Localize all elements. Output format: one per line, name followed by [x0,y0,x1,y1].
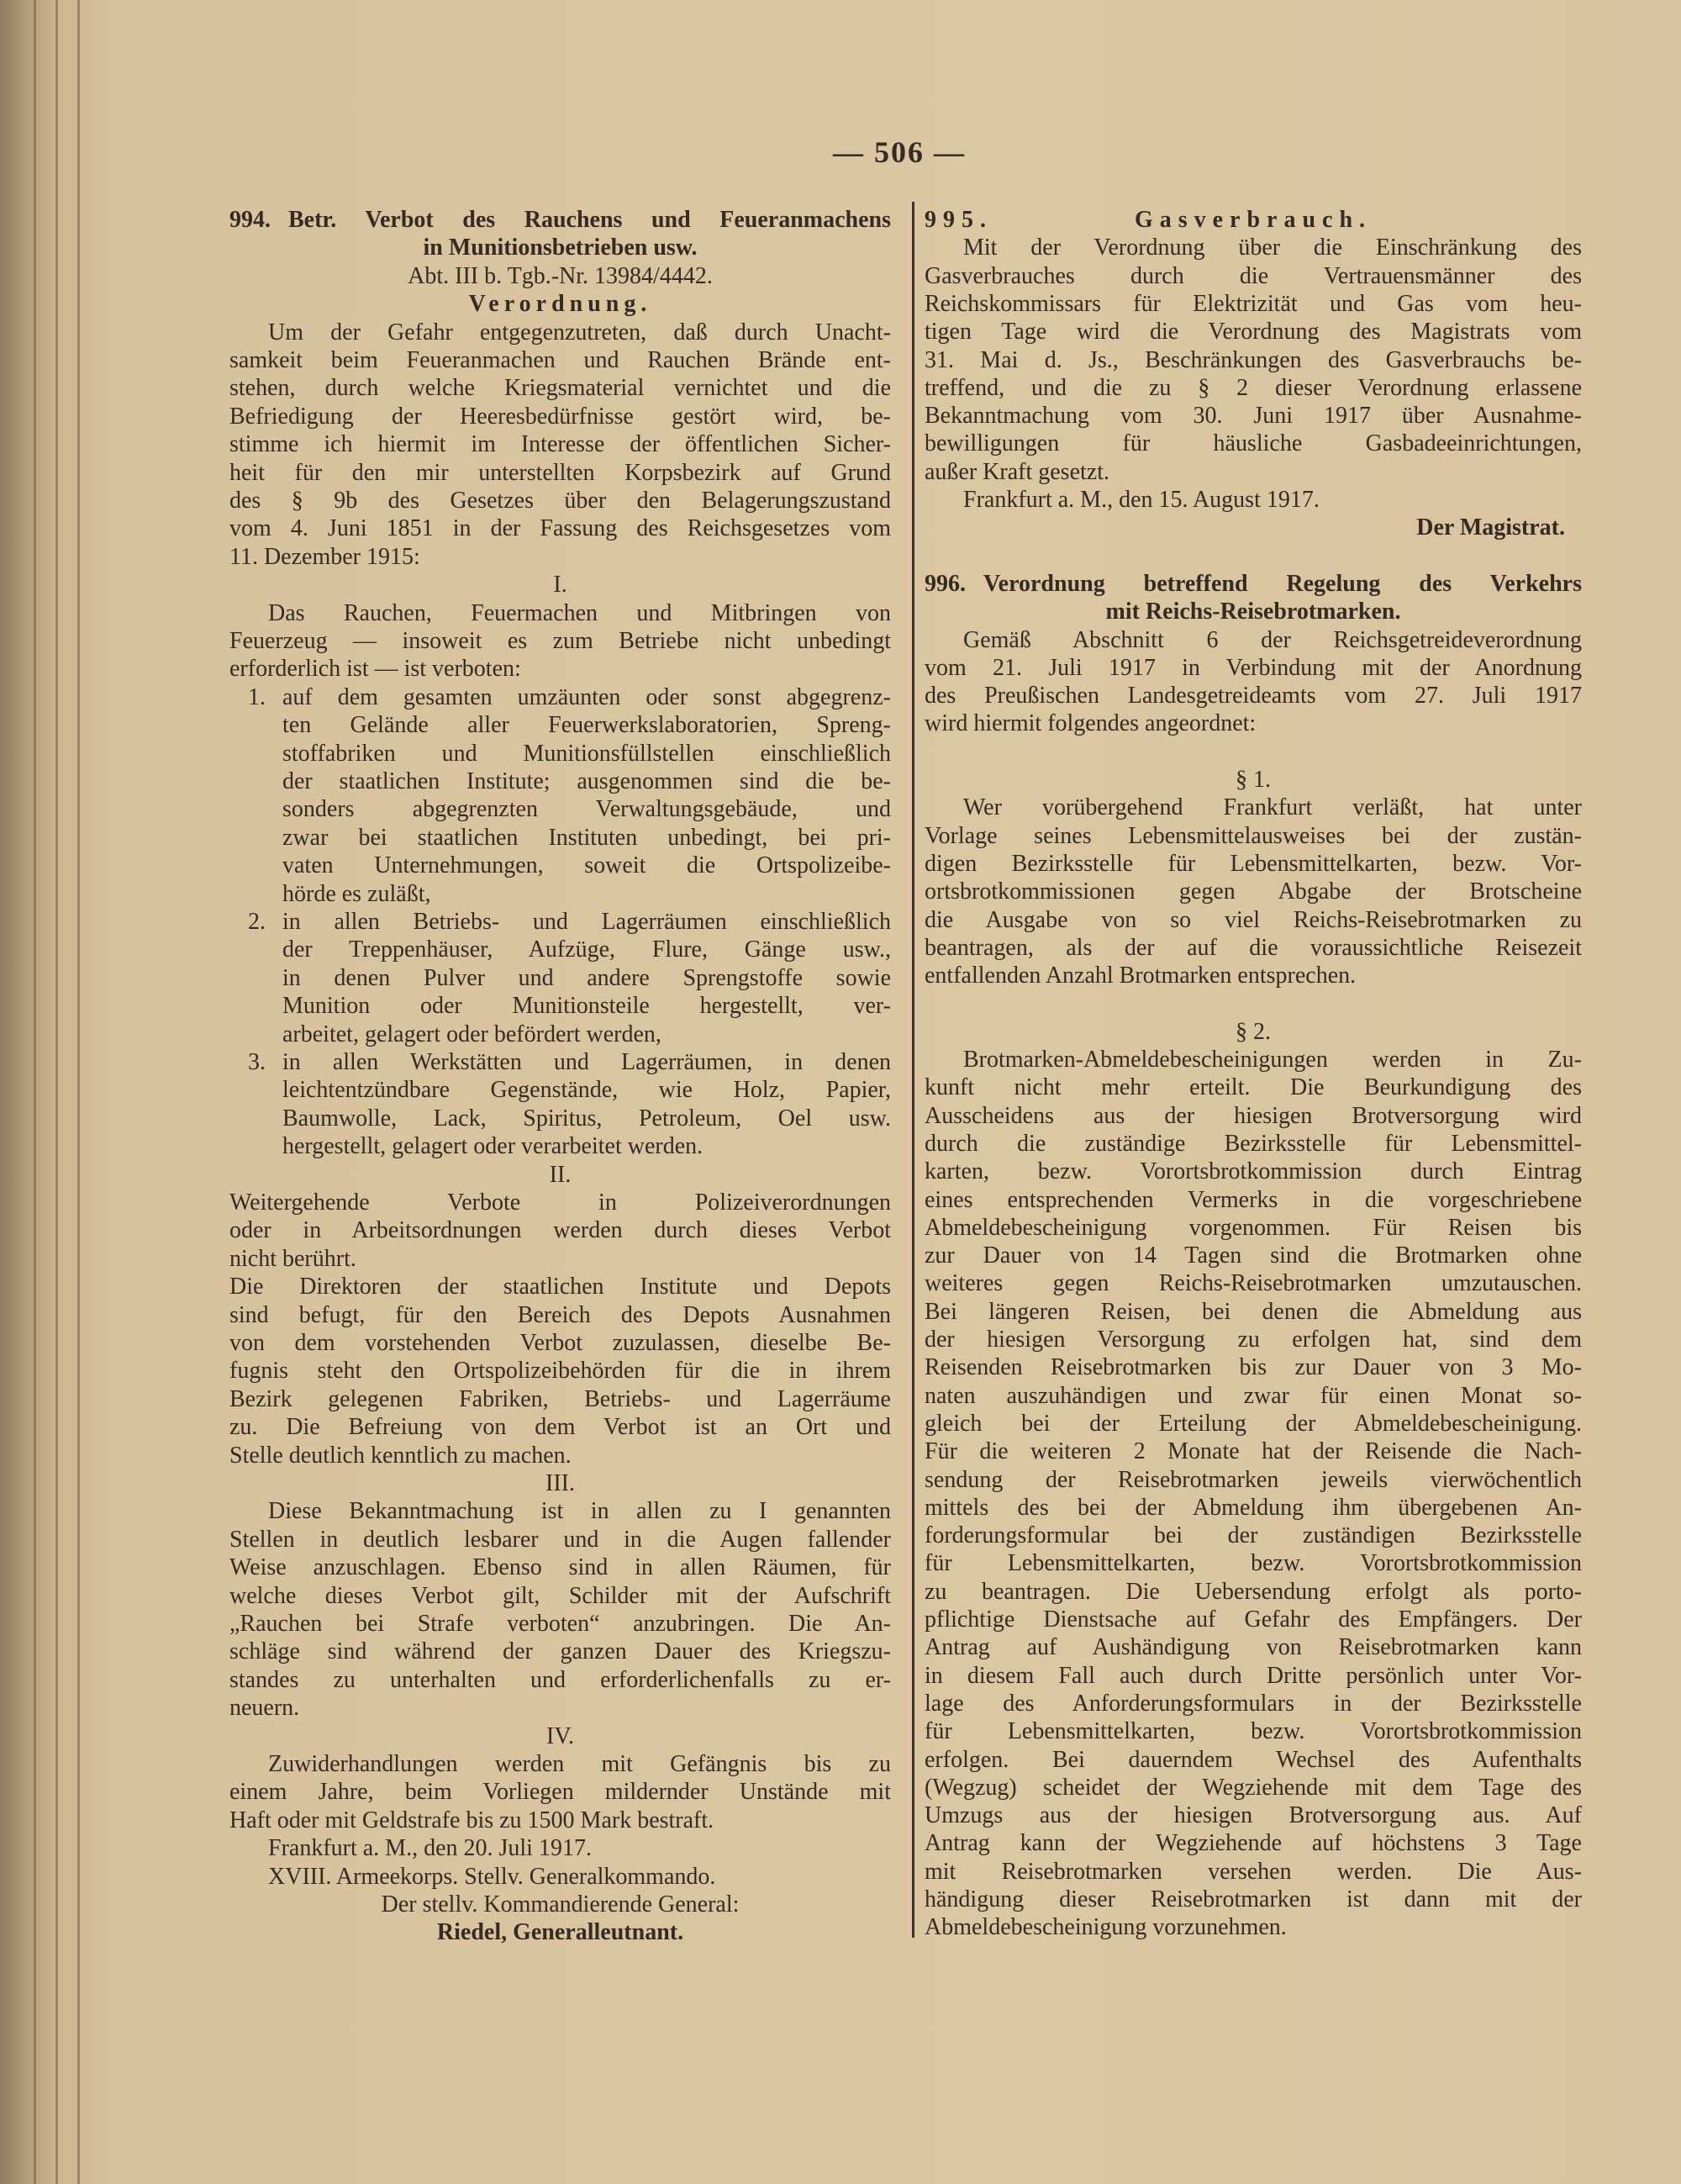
line-text: Frankfurt a. M., den 15. August 1917. [963,487,1320,513]
text-line [229,1778,891,1807]
line-text: Zuwiderhandlungen werden mit Gefängnis bis zu [268,1751,891,1777]
line-text: Mit der Verordnung über die Einschränkung des [963,235,1582,261]
line-text: Baumwolle, Lack, Spiritus, Petroleum, Oel usw. [282,1105,891,1132]
heading-line [229,234,891,262]
heading-line [229,1469,891,1498]
text-line [925,989,1582,1018]
list-item-number: 1. [248,683,266,710]
text-line [925,1717,1582,1746]
text-line [229,936,891,964]
line-text: Ausscheidens aus der hiesigen Brotversorgung wird [925,1102,1582,1129]
text-line [229,824,891,852]
text-line [229,1610,891,1638]
text-line [925,430,1582,458]
text-line [925,878,1582,906]
line-text: bewilligungen für häusliche Gasbadeeinrichtungen, [925,430,1582,457]
text-line [925,1242,1582,1270]
heading-line [229,571,891,599]
line-text: (Wegzug) scheidet der Wegziehende mit dem Tage des [925,1774,1582,1801]
text-line [229,1863,891,1891]
text-line [925,1802,1582,1830]
text-line [229,1385,891,1414]
line-text: vom 4. Juni 1851 in der Fassung des Reichsgesetzes vom [229,515,891,542]
page-number: — 506 — [833,135,966,169]
line-text: schläge sind während der ganzen Dauer des Kriegszu- [229,1638,891,1665]
text-line [925,290,1582,319]
line-text: § 2. [1236,1018,1271,1045]
text-line [925,1298,1582,1327]
text-line [229,319,891,347]
line-text: der Treppenhäuser, Aufzüge, Flure, Gänge usw., [282,936,891,963]
heading-line [925,766,1582,794]
text-line [229,1245,891,1274]
text-line [229,346,891,375]
line-text: vaten Unternehmungen, soweit die Ortspolizeibe- [282,852,891,879]
text-line [925,906,1582,935]
line-text: Abmeldebescheinigung vorzunehmen. [925,1914,1287,1941]
line-text: die Ausgabe von so viel Reichs-Reisebrotmarken zu [925,906,1582,933]
line-text: Der stellv. Kommandierende General: [381,1891,740,1918]
line-text: zur Dauer von 14 Tagen sind die Brotmarken ohne [925,1242,1582,1269]
line-text: zu. Die Befreiung von dem Verbot ist an Ort und [229,1414,891,1441]
heading-line [925,598,1582,626]
line-text: der staatlichen Institute; ausgenommen sind die be- [282,768,891,794]
line-text: zwar bei staatlichen Instituten unbedingt, bei pri- [282,824,891,851]
text-line [925,1662,1582,1691]
line-text: händigung dieser Reisebrotmarken ist dann mit der [925,1886,1582,1912]
text-line [229,1048,891,1077]
text-line [925,1522,1582,1550]
line-text: Die Direktoren der staatlichen Institute und Depots [229,1274,891,1300]
line-text: Stelle deutlich kenntlich zu machen. [229,1442,572,1469]
line-text: nicht berührt. [229,1245,356,1272]
line-text: neuern. [229,1695,300,1722]
text-line [925,1214,1582,1242]
text-line [229,1750,891,1779]
text-line [925,262,1582,291]
line-text: treffend, und die zu § 2 dieser Verordnung erlassene [925,374,1582,401]
text-line [925,1074,1582,1102]
line-text: Haft oder mit Geldstrafe bis zu 1500 Mark bestraft. [229,1807,714,1833]
line-text: Gemäß Abschnitt 6 der Reichsgetreideverordnung [963,626,1582,653]
heading-line [925,206,1582,235]
text-line [925,626,1582,655]
text-line [229,374,891,403]
line-text: durch die zuständige Bezirksstelle für Lebensmittel- [925,1130,1582,1157]
line-text: mit Reisebrotmarken versehen werden. Die Aus- [925,1858,1582,1885]
heading-line [229,1891,891,1919]
line-text: Weitergehende Verbote in Polizeiverordnungen [229,1190,891,1216]
line-text: gleich bei der Erteilung der Abmeldebescheinigung. [925,1410,1582,1437]
text-line [925,1829,1582,1858]
text-line [229,1554,891,1582]
line-text: heit für den mir unterstellten Korpsbezirk auf Grund [229,459,891,486]
text-line [925,654,1582,683]
line-text: Für die weiteren 2 Monate hat der Reisende die Nach- [925,1438,1582,1465]
text-line [925,374,1582,403]
article-number: 996. [925,570,966,597]
text-line [925,1353,1582,1382]
text-line [925,822,1582,851]
line-text: Frankfurt a. M., den 20. Juli 1917. [268,1835,592,1862]
text-line [229,852,891,880]
line-text: samkeit beim Feueranmachen und Rauchen Brände ent- [229,347,891,373]
text-line [229,1132,891,1161]
book-gutter-line [55,0,58,2184]
line-text: Munition oder Munitionsteile hergestellt, ver- [282,993,891,1020]
line-text: in diesem Fall auch durch Dritte persönlich unter Vor- [925,1662,1582,1689]
line-text: Umzugs aus der hiesigen Brotversorgung aus. Auf [925,1802,1582,1829]
text-line [229,1694,891,1722]
text-line [925,934,1582,963]
line-text: Riedel, Generalleutnant. [436,1919,684,1946]
line-text: Um der Gefahr entgegenzutreten, daß durch Unacht- [268,319,891,346]
text-line [925,850,1582,878]
line-text: mit Reichs-Reisebrotmarken. [1105,599,1401,625]
text-line [229,1807,891,1835]
heading-line [229,1722,891,1751]
text-line [229,1526,891,1554]
text-line [925,1774,1582,1802]
text-line [229,1329,891,1358]
text-line [925,1578,1582,1606]
line-text: Bezirk gelegenen Fabriken, Betriebs- und Lagerräume [229,1385,891,1412]
line-text: § 1. [1236,767,1271,793]
line-text: weiteres gegen Reichs-Reisebrotmarken umzutauschen. [925,1270,1582,1297]
line-text: in allen Betriebs- und Lagerräumen einschließlich [282,909,891,935]
line-text: IV. [546,1722,574,1749]
line-text: erforderlich ist — ist verboten: [229,656,521,683]
text-line [925,1633,1582,1662]
text-line [925,318,1582,346]
text-line [229,1666,891,1695]
text-line [925,1102,1582,1131]
book-gutter-line [77,0,80,2184]
line-text: Feuerzeug — insoweit es zum Betriebe nicht unbedingt [229,628,891,654]
line-text: eines entsprechenden Vermerks in die vorgeschriebene [925,1186,1582,1213]
text-line [229,1273,891,1301]
line-text: in Munitionsbetrieben usw. [423,235,698,261]
text-line [925,346,1582,375]
text-line [925,1913,1582,1942]
text-line [229,1582,891,1611]
text-line [229,964,891,993]
line-text: von dem vorstehenden Verbot zuzulassen, dieselbe Be- [229,1330,891,1356]
text-line [229,880,891,909]
line-text: mittels des bei der Abmeldung ihm übergebenen An- [925,1494,1582,1521]
line-text: II. [549,1161,572,1188]
text-line [925,458,1582,487]
line-text: beantragen, als der auf die voraussichtliche Reisezeit [925,934,1582,961]
text-line [229,1442,891,1470]
article-number: 995. [925,207,993,233]
line-text: einem Jahre, beim Vorliegen mildernder Unstände mit [229,1779,891,1806]
line-text: Stellen in deutlich lesbarer und in die Augen fallender [229,1526,891,1553]
text-line [925,1410,1582,1438]
line-text: Abt. III b. Tgb.-Nr. 13984/4442. [408,262,713,289]
line-text: Befriedigung der Heeresbedürfnisse gestört wird, be- [229,403,891,430]
text-line [229,992,891,1021]
text-line [925,962,1582,990]
text-line [925,1046,1582,1074]
line-text: Bekanntmachung vom 30. Juni 1917 über Ausnahme- [925,403,1582,430]
article-number: 994. [229,207,271,233]
line-text: III. [545,1470,575,1496]
text-line [925,1690,1582,1718]
line-text: lage des Anforderungsformulars in der Bezirksstelle [925,1690,1582,1717]
text-line [229,487,891,515]
line-text: pflichtige Dienstsache auf Gefahr des Empfängers. Der [925,1606,1582,1633]
line-text: zu beantragen. Die Uebersendung erfolgt als porto- [925,1578,1582,1605]
line-text: Betr. Verbot des Rauchens und Feueranmachens [288,207,891,233]
line-text: karten, bezw. Vorortsbrotkommission durch Eintrag [925,1158,1582,1185]
line-text: entfallenden Anzahl Brotmarken entsprechen. [925,963,1357,989]
line-text: Brotmarken-Abmeldebescheinigungen werden in Zu- [963,1047,1582,1073]
text-line [925,682,1582,710]
text-line [229,1357,891,1385]
line-text: I. [553,572,567,599]
line-text: in denen Pulver und andere Sprengstoffe sowie [282,964,891,991]
text-line [925,542,1582,571]
text-line [925,1746,1582,1775]
text-line [229,1216,891,1245]
text-line [229,795,891,824]
text-line [229,403,891,431]
text-line [229,683,891,712]
heading-line [925,1018,1582,1047]
text-line [229,1105,891,1133]
line-text: leichtentzündbare Gegenstände, wie Holz, Papier, [282,1077,891,1104]
line-text: der hiesigen Versorgung zu erfolgen hat, sind dem [925,1327,1582,1353]
line-text: in allen Werkstätten und Lagerräumen, in denen [282,1049,891,1075]
text-line [229,599,891,628]
line-text: Vorlage seines Lebensmittelausweises bei der zustän- [925,822,1582,849]
text-line [925,1858,1582,1886]
text-line [229,1301,891,1330]
text-line [925,738,1582,767]
line-text: oder in Arbeitsordnungen werden durch dieses Verbot [229,1217,891,1244]
text-line [229,908,891,936]
line-text: fugnis steht den Ortspolizeibehörden für die in ihrem [229,1358,891,1385]
text-line [925,1494,1582,1522]
text-line [229,459,891,488]
text-line [925,486,1582,514]
text-line [925,1382,1582,1411]
heading-line [229,1161,891,1190]
text-line [229,514,891,543]
text-line [925,1466,1582,1495]
text-line [925,1186,1582,1215]
heading-line [229,1918,891,1947]
line-text: Reisenden Reisebrotmarken bis zur Dauer von 3 Mo- [925,1354,1582,1381]
line-text: stehen, durch welche Kriegsmaterial vernichtet und die [229,375,891,402]
line-text: vom 21. Juli 1917 in Verbindung mit der Anordnung [925,654,1582,681]
text-line [229,1834,891,1863]
line-text: sonders abgegrenzten Verwaltungsgebäude, und [282,796,891,823]
text-line [925,234,1582,262]
text-line [925,1130,1582,1158]
text-line [925,1606,1582,1634]
column-divider [912,202,914,1938]
line-text: naten auszuhändigen und zwar für einen Monat so- [925,1382,1582,1409]
text-line [229,711,891,740]
line-text: sind befugt, für den Bereich des Depots Ausnahmen [229,1301,891,1328]
line-text: „Rauchen bei Strafe verboten“ anzubringen. Die An- [229,1611,891,1637]
text-line [229,543,891,572]
line-text: hergestellt, gelagert oder verarbeitet werden. [282,1133,703,1160]
line-text: stoffabriken und Munitionsfüllstellen einschließlich [282,740,891,767]
text-line [229,1076,891,1105]
line-text: hörde es zuläßt, [282,880,431,907]
line-text: tigen Tage wird die Verordnung des Magistrats vom [925,319,1582,346]
text-line [229,1413,891,1442]
line-text: digen Bezirksstelle für Lebensmittelkarten, bezw. Vor- [925,850,1582,877]
text-line [925,1549,1582,1578]
text-line [925,514,1582,542]
text-line [229,768,891,796]
line-text: des Preußischen Landesgetreideamts vom 27. Juli 1917 [925,683,1582,710]
line-text: Der Magistrat. [1416,514,1565,541]
text-line [925,710,1582,738]
text-line [229,430,891,459]
list-item-number: 3. [248,1049,266,1075]
heading-line [229,262,891,291]
text-line [229,1189,891,1217]
line-text: für Lebensmittelkarten, bezw. Vorortsbrotkommission [925,1550,1582,1577]
line-text: XVIII. Armeekorps. Stellv. Generalkommando. [268,1863,716,1890]
line-text: ten Gelände aller Feuerwerkslaboratorien, Spreng- [282,712,891,739]
line-text: wird hiermit folgendes angeordnet: [925,710,1257,737]
text-line [229,740,891,768]
text-line [229,206,891,235]
line-text: Verordnung betreffend Regelung des Verkehrs [983,570,1582,597]
line-text: 31. Mai d. Js., Beschränkungen des Gasverbrauchs be- [925,346,1582,373]
line-text: sendung der Reisebrotmarken jeweils vierwöchentlich [925,1466,1582,1493]
text-line [925,1158,1582,1186]
line-text: Antrag auf Aushändigung von Reisebrotmarken kann [925,1634,1582,1661]
line-text: Bei längeren Reisen, bei denen die Abmeldung aus [925,1298,1582,1325]
line-text: Verordnung. [468,291,652,318]
line-text: erfolgen. Bei dauerndem Wechsel des Aufenthalts [925,1746,1582,1773]
text-line [229,1638,891,1666]
line-text: Weise anzuschlagen. Ebenso sind in allen Räumen, für [229,1554,891,1581]
line-text: Reichskommissars für Elektrizität und Gas vom heu- [925,290,1582,317]
text-line [925,794,1582,822]
line-text: Wer vorübergehend Frankfurt verläßt, hat unter [963,794,1582,821]
line-text: welche dieses Verbot gilt, Schilder mit der Aufschrift [229,1582,891,1609]
line-text: auf dem gesamten umzäunten oder sonst abgegrenz- [282,683,891,710]
line-text: Gasverbrauches durch die Vertrauensmänner des [925,262,1582,289]
line-text: arbeitet, gelagert oder befördert werden, [282,1021,661,1047]
book-gutter-line [34,0,36,2184]
line-text: kunft nicht mehr erteilt. Die Beurkundigung des [925,1074,1582,1101]
text-line [925,1438,1582,1466]
text-line [925,402,1582,430]
list-item-number: 2. [248,909,266,935]
text-line [925,1886,1582,1914]
line-text: forderungsformular bei der zuständigen Bezirksstelle [925,1522,1582,1549]
text-line [229,655,891,683]
line-text: des § 9b des Gesetzes über den Belagerungszustand [229,488,891,514]
line-text: außer Kraft gesetzt. [925,458,1109,485]
text-line [925,1269,1582,1298]
line-text: Antrag kann der Wegziehende auf höchstens 3 Tage [925,1830,1582,1857]
line-text: standes zu unterhalten und erforderlichenfalls zu er- [229,1666,891,1693]
line-text: stimme ich hiermit im Interesse der öffentlichen Sicher- [229,431,891,458]
text-line [925,570,1582,599]
line-text: Gasverbrauch. [1134,207,1373,233]
text-line [229,627,891,656]
line-text: Das Rauchen, Feuermachen und Mitbringen von [268,599,891,626]
line-text: Diese Bekanntmachung ist in allen zu I genannten [268,1498,891,1525]
line-text: ortsbrotkommissionen gegen Abgabe der Brotscheine [925,878,1582,905]
line-text: 11. Dezember 1915: [229,543,420,570]
text-line [925,1326,1582,1354]
text-line [229,1021,891,1049]
text-line [229,1497,891,1526]
heading-line [229,290,891,319]
line-text: Abmeldebescheinigung vorgenommen. Für Reisen bis [925,1214,1582,1241]
line-text: für Lebensmittelkarten, bezw. Vorortsbrotkommission [925,1718,1582,1745]
